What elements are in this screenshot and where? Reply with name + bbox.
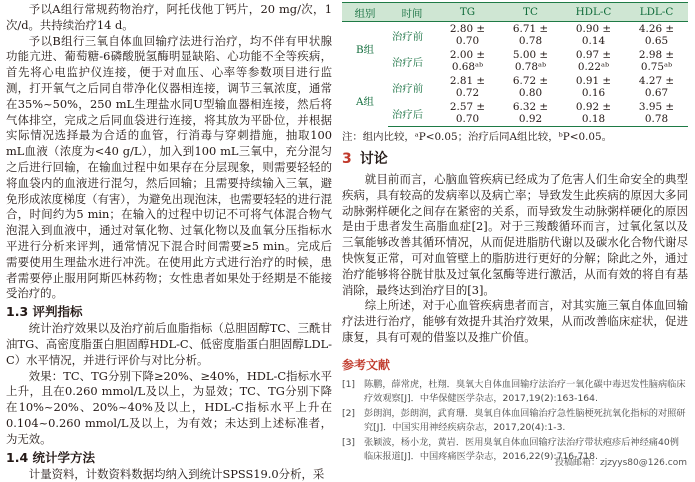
group-a-cell: A组 xyxy=(356,95,374,108)
section-title: 讨论 xyxy=(359,151,388,167)
table-note: 注：组内比较，ᵃP<0.05；治疗后同A组比较，ᵇP<0.05。 xyxy=(342,131,612,143)
para-conclusion: 综上所述，对于心血管疾病患者而言，对其实施三氧自体血回输疗法进行治疗，能够有效提升其治疗效果，从而改善临床症状，促进康复，具有可观的借鉴以及推广价值。 xyxy=(342,298,688,344)
reference-number: [2] xyxy=(342,407,356,419)
left-column xyxy=(6,2,332,482)
reference-number: [1] xyxy=(342,378,356,390)
header-ldl: LDL-C xyxy=(625,3,688,22)
tg-cell: 2.00 ± 0.68ᵃᵇ xyxy=(449,49,486,73)
table-row xyxy=(342,74,688,100)
ldl-cell: 3.95 ± 0.78 xyxy=(625,100,688,127)
time-cell: 治疗前 xyxy=(392,30,424,43)
ldl-cell: 4.27 ± 0.67 xyxy=(638,75,675,99)
reference-text: 彭朗润，彭朗润，武育珊．臭氧自体血回输治疗急性脑梗死抗氧化指标的对照研究[J]．中国实用神经疾病杂志，2017,20(4):1-3. xyxy=(364,407,686,434)
ldl-cell: 2.98 ± 0.75ᵃᵇ xyxy=(638,49,675,73)
reference-text: 张颖波，杨小龙，黄岩．医用臭氧自体血回输疗法治疗带状疱疹后神经痛40例临床报道[J]．中国疼痛医学杂志，2016,22(9):716-718. xyxy=(364,436,679,463)
tg-cell: 2.57 ± 0.70 xyxy=(436,100,499,127)
footer-email: 投稿邮箱：zjzyys80@126.com xyxy=(554,458,687,468)
hdl-cell: 0.90 ± 0.14 xyxy=(575,23,612,47)
header-tg: TG xyxy=(436,3,499,22)
tc-cell: 6.71 ± 0.78 xyxy=(512,23,549,47)
lipid-table xyxy=(342,2,688,127)
para-indicators: 统计治疗效果以及治疗前后血脂指标（总胆固醇TC、三酰甘油TG、高密度脂蛋白胆固醇HDL-C、低密度脂蛋白胆固醇LDL-C）水平情况，并进行评价与对比分析。 xyxy=(6,321,332,367)
hdl-cell: 0.91 ± 0.16 xyxy=(575,75,612,99)
header-hdl: HDL-C xyxy=(562,3,625,22)
time-cell: 治疗后 xyxy=(392,56,424,69)
time-cell: 治疗前 xyxy=(392,82,424,95)
section-heading-3 xyxy=(342,150,688,168)
table-row xyxy=(342,48,688,74)
tc-cell: 5.00 ± 0.78ᵃᵇ xyxy=(512,49,549,73)
reference-number: [3] xyxy=(342,436,356,448)
hdl-cell: 0.97 ± 0.22ᵃᵇ xyxy=(575,49,612,73)
section-number: 3 xyxy=(342,151,352,167)
tc-cell: 6.72 ± 0.80 xyxy=(512,75,549,99)
table-row xyxy=(342,22,688,49)
tg-cell: 2.81 ± 0.72 xyxy=(449,75,486,99)
table-row xyxy=(342,100,688,127)
para-group-a-treatment: 予以A组行常规药物治疗，阿托伐他丁钙片，20 mg/次，1次/d。共持续治疗14 d。 xyxy=(6,2,332,32)
para-discussion: 就目前而言，心脑血管疾病已经成为了危害人们生命安全的典型疾病，具有较高的发病率以及病亡率；导致发生此疾病的原因大多同动脉粥样硬化之间存在紧密的关系，而导致发生动脉粥样硬化的原因是由于患者发生高脂血症[2]。对于三羧酸循环而言，过氧化氢以及三氧能够改善其循环情况，从而促进脂肪代谢以及碳水化合物代谢尽快恢复正常，可对血管壁上的脂肪进行更好的分解；除此之外，通过治疗能够将谷胱甘肽及过氧化氢酶等进行激活，从而有效的将自有基消除，最终达到治疗目的[3]。 xyxy=(342,172,688,297)
para-statistics: 计量资料，计数资料数据均纳入到统计SPSS19.0分析，采 xyxy=(28,466,325,481)
reference-item xyxy=(342,378,688,407)
section-heading-1-3: 1.3 评判指标 xyxy=(6,304,83,320)
hdl-cell: 0.92 ± 0.18 xyxy=(562,100,625,127)
header-group: 组别 xyxy=(342,3,388,22)
tc-cell: 6.32 ± 0.92 xyxy=(499,100,562,127)
para-efficacy-criteria: 效果：TC、TG分别下降≥20%、≥40%，HDL-C指标水平上升，且在0.260 mmol/L及以上，为显效；TC、TG分别下降在10%~20%、20%~40%及以上，HDL-C指标水平上升在0.104~0.260 mmol/L及以上，为有效；未达到上述标准者，为无效。 xyxy=(6,368,332,446)
section-heading-1-4: 1.4 统计学方法 xyxy=(6,449,95,465)
table-header-row xyxy=(342,3,688,22)
para-group-b-treatment: 予以B组行三氧自体血回输疗法进行治疗，均不伴有甲状腺功能亢进、葡萄糖-6磷酸脱氢酶明显缺陷、心功能不全等疾病，首先将心电监护仪连接，便于对血压、心率等参数项目进行监测，打开氧气之后同自带净化仪器相连接，调节三氧浓度，通常在35%~50%，250 mL生理盐水同U型输血器相连接，然后将气体排空，完成之后同血袋进行连接，将其放为平卧位，并根据实际情况选择最为合适的血管，行消毒与穿刺措施，抽取100 mL血液（浓度为<40 g/L），加入到100 mL三氧中，充分混匀之后进行回输，在输血过程中如果存在分层现象，则需要轻轻的将血袋内的血液进行混匀，然后回输；且需要持续输入三氧，避免形成浓度梯度（有害），为避免出现泡沫，也需要轻轻的进行混合，时间约为5 min；在输入的过程中切记不可将气体混合物气泡混入到血液中，通过对氧化物、过氧化物以及血氧分压指标水平进行分析来评判，通常情况下混合时间需要≥5 min。完成后需要使用生理盐水进行冲洗。在使用此方式进行治疗的时候，患者需要停止服用阿斯匹林药物；女性患者如果处于经期是不能接受治疗的。 xyxy=(6,33,332,301)
ldl-cell: 4.26 ± 0.65 xyxy=(638,23,675,47)
reference-text: 陈鹏，薛常虎，杜翔．臭氧大自体血回输疗法治疗一氧化碳中毒迟发性脑病临床疗效观察[J]．中华保健医学杂志，2017,19(2):163-164. xyxy=(364,378,686,405)
reference-item xyxy=(342,407,688,436)
tg-cell: 2.80 ± 0.70 xyxy=(449,23,486,47)
header-tc: TC xyxy=(499,3,562,22)
references-heading: 参考文献 xyxy=(342,357,391,372)
time-cell: 治疗后 xyxy=(388,100,436,127)
group-b-cell: B组 xyxy=(355,43,375,56)
header-time: 时间 xyxy=(388,3,436,22)
right-column xyxy=(342,2,688,465)
